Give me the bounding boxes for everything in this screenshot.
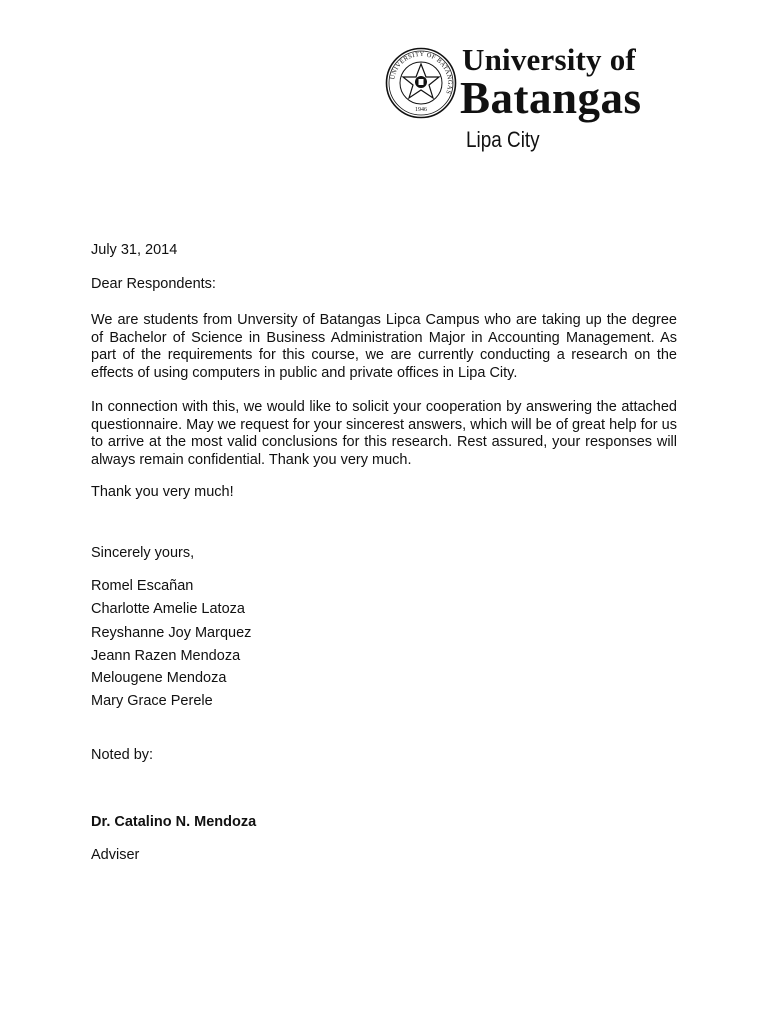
- campus-name: Lipa City: [466, 127, 540, 152]
- signatory-name: Mary Grace Perele: [91, 693, 213, 709]
- signatory-name: Melougene Mendoza: [91, 670, 227, 686]
- noted-by-label: Noted by:: [91, 747, 154, 763]
- signatory-name: Jeann Razen Mendoza: [91, 648, 241, 664]
- adviser-title: Adviser: [91, 847, 140, 863]
- signatory-name: Charlotte Amelie Latoza: [91, 601, 245, 617]
- letter-date: July 31, 2014: [91, 242, 178, 258]
- university-seal-logo: [385, 47, 457, 119]
- svg-text:UNIVERSITY OF BATANGAS: UNIVERSITY OF BATANGAS: [389, 50, 454, 96]
- body-paragraph-1: We are students from Unversity of Batangas Lipca Campus who are taking up the degree of Bachelor of Science in Business Administration Major in Accounting Management. As part of the requirements for this course, we are currently conducting a research on the effects of using computers in public and private offices in Lipa City.: [91, 312, 677, 381]
- signatory-name: Romel Escañan: [91, 578, 194, 594]
- closing: Sincerely yours,: [91, 545, 195, 561]
- signatory-name: Reyshanne Joy Marquez: [91, 625, 252, 641]
- thanks-line: Thank you very much!: [91, 484, 234, 500]
- university-name-line2: Batangas: [460, 73, 642, 123]
- adviser-name: Dr. Catalino N. Mendoza: [91, 814, 257, 830]
- body-paragraph-2: In connection with this, we would like to solicit your cooperation by answering the attached questionnaire. May we request for your sincerest answers, which will be of great help for us to arrive at the most valid conclusions for this research. Rest assured, your responses will always remain confidential. Thank you very much.: [91, 399, 677, 468]
- seal-year: 1946: [415, 107, 427, 113]
- salutation: Dear Respondents:: [91, 276, 216, 292]
- university-name-line1: University of: [462, 42, 636, 77]
